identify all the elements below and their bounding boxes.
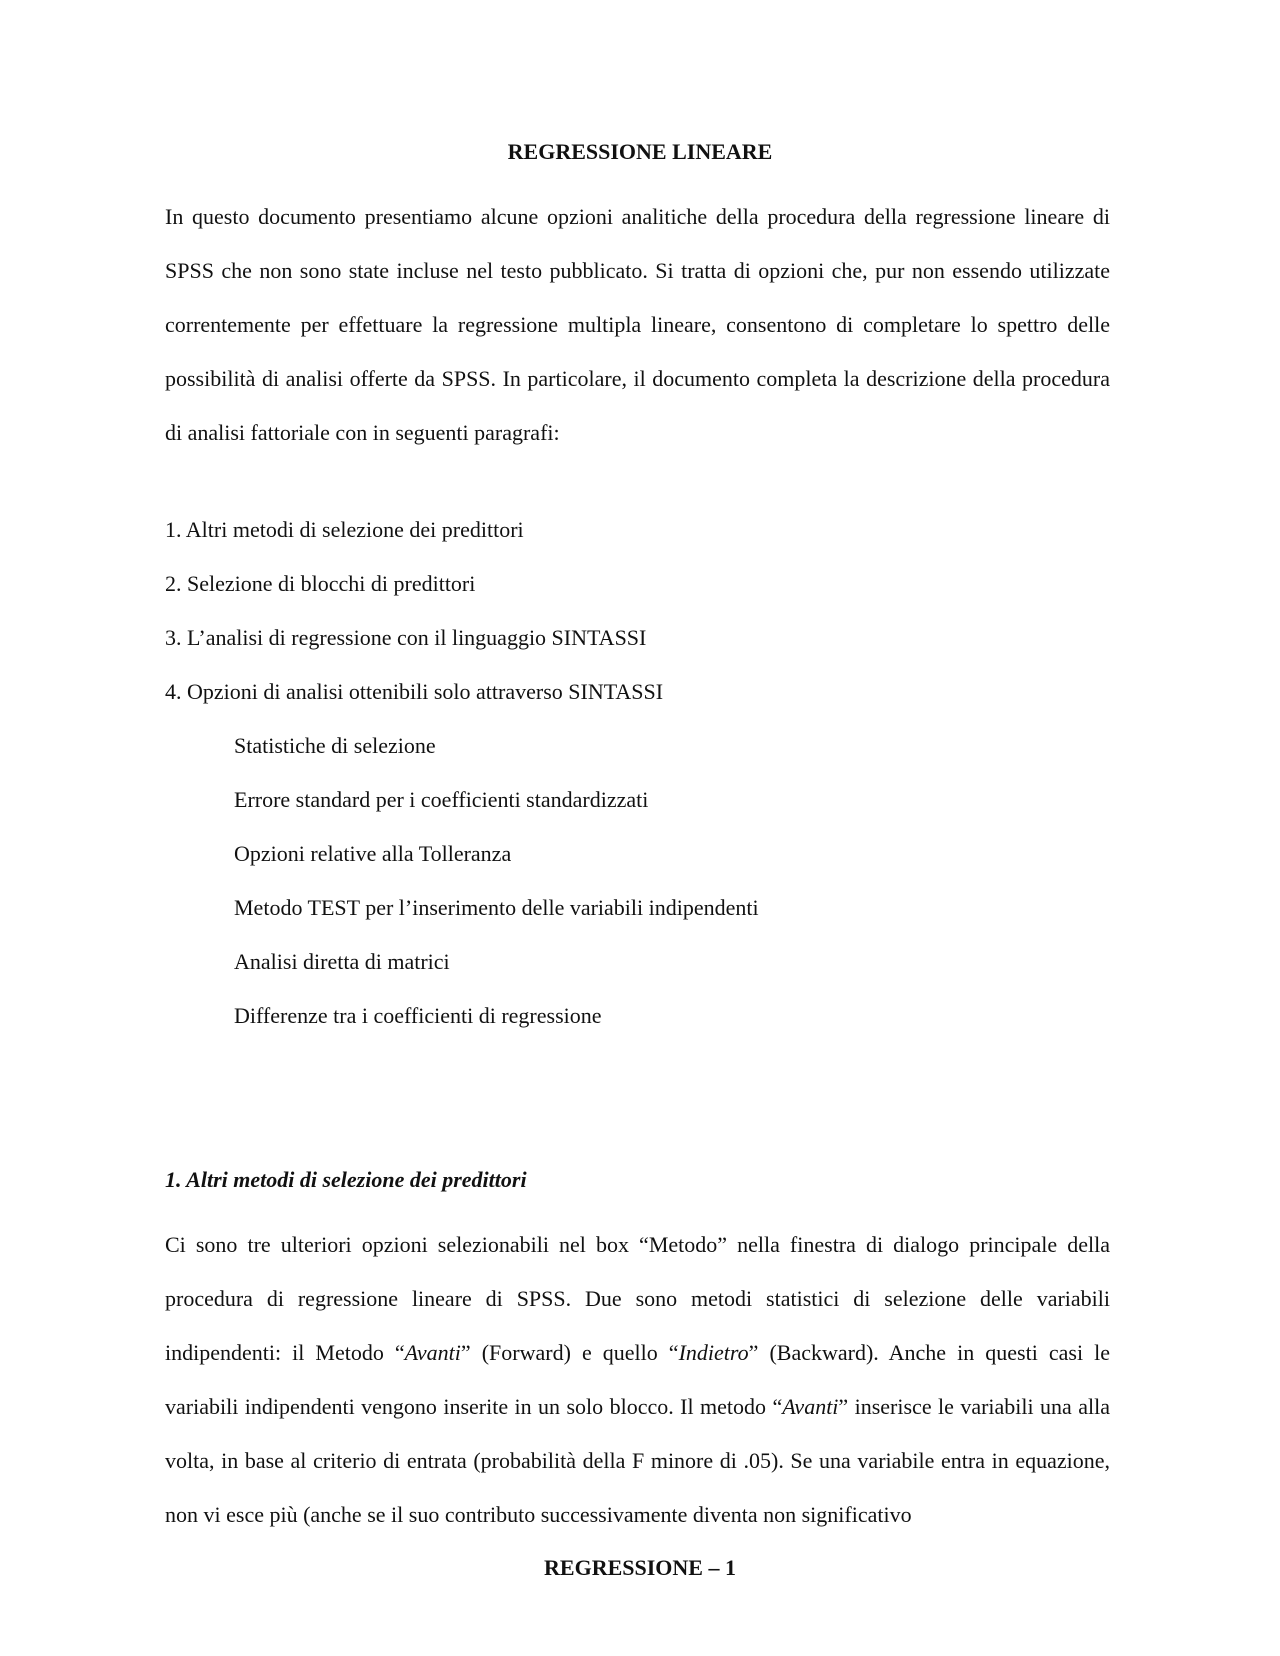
toc-subitem: Errore standard per i coefficienti standardizzati [234, 787, 649, 812]
toc-subitem: Statistiche di selezione [234, 733, 436, 758]
toc-subitem: Analisi diretta di matrici [234, 949, 450, 974]
toc-subitem: Differenze tra i coefficienti di regressione [234, 1003, 602, 1028]
emphasis-indietro: Indietro [678, 1340, 749, 1365]
toc-item: 2. Selezione di blocchi di predittori [165, 571, 476, 596]
section-paragraph [165, 1218, 1110, 1542]
toc-subitem: Opzioni relative alla Tolleranza [234, 841, 512, 866]
toc-subitems [234, 732, 759, 1056]
emphasis-avanti: Avanti [404, 1340, 461, 1365]
document-title: REGRESSIONE LINEARE [507, 139, 773, 164]
section-text: ” (Forward) e quello “ [460, 1340, 679, 1365]
section-text: ” (Backward). Anche in questi casi le variabili indipendenti vengono inserite in un solo blocco. Il metodo “ [165, 1340, 1110, 1419]
section-heading: 1. Altri metodi di selezione dei predittori [165, 1167, 527, 1192]
toc-item: 1. Altri metodi di selezione dei predittori [165, 517, 524, 542]
intro-paragraph: In questo documento presentiamo alcune opzioni analitiche della procedura della regressione lineare di SPSS che non sono state incluse nel testo pubblicato. Si tratta di opzioni che, pur non essendo utilizzate correntemente per effettuare la regressione multipla lineare, consentono di completare lo spettro delle possibilità di analisi offerte da SPSS. In particolare, il documento completa la descrizione della procedura di analisi fattoriale con in seguenti paragrafi: [165, 204, 1110, 445]
table-of-contents [165, 516, 663, 732]
section-text: ” inserisce le variabili una alla volta, in base al criterio di entrata (probabilità della F minore di .05). Se una variabile entra in equazione, non vi esce più (anche se il suo contributo successivamente diventa non significativo [165, 1394, 1110, 1527]
page-footer: REGRESSIONE – 1 [544, 1555, 736, 1580]
toc-item: 4. Opzioni di analisi ottenibili solo attraverso SINTASSI [165, 679, 664, 704]
toc-item: 3. L’analisi di regressione con il linguaggio SINTASSI [165, 625, 647, 650]
toc-subitem: Metodo TEST per l’inserimento delle variabili indipendenti [234, 895, 759, 920]
emphasis-avanti: Avanti [782, 1394, 839, 1419]
section-text: Ci sono tre ulteriori opzioni selezionabili nel box “Metodo” nella finestra di dialogo principale della procedura di regressione lineare di SPSS. Due sono metodi statistici di selezione delle variabili indipendenti: il Metodo “ [165, 1232, 1110, 1365]
